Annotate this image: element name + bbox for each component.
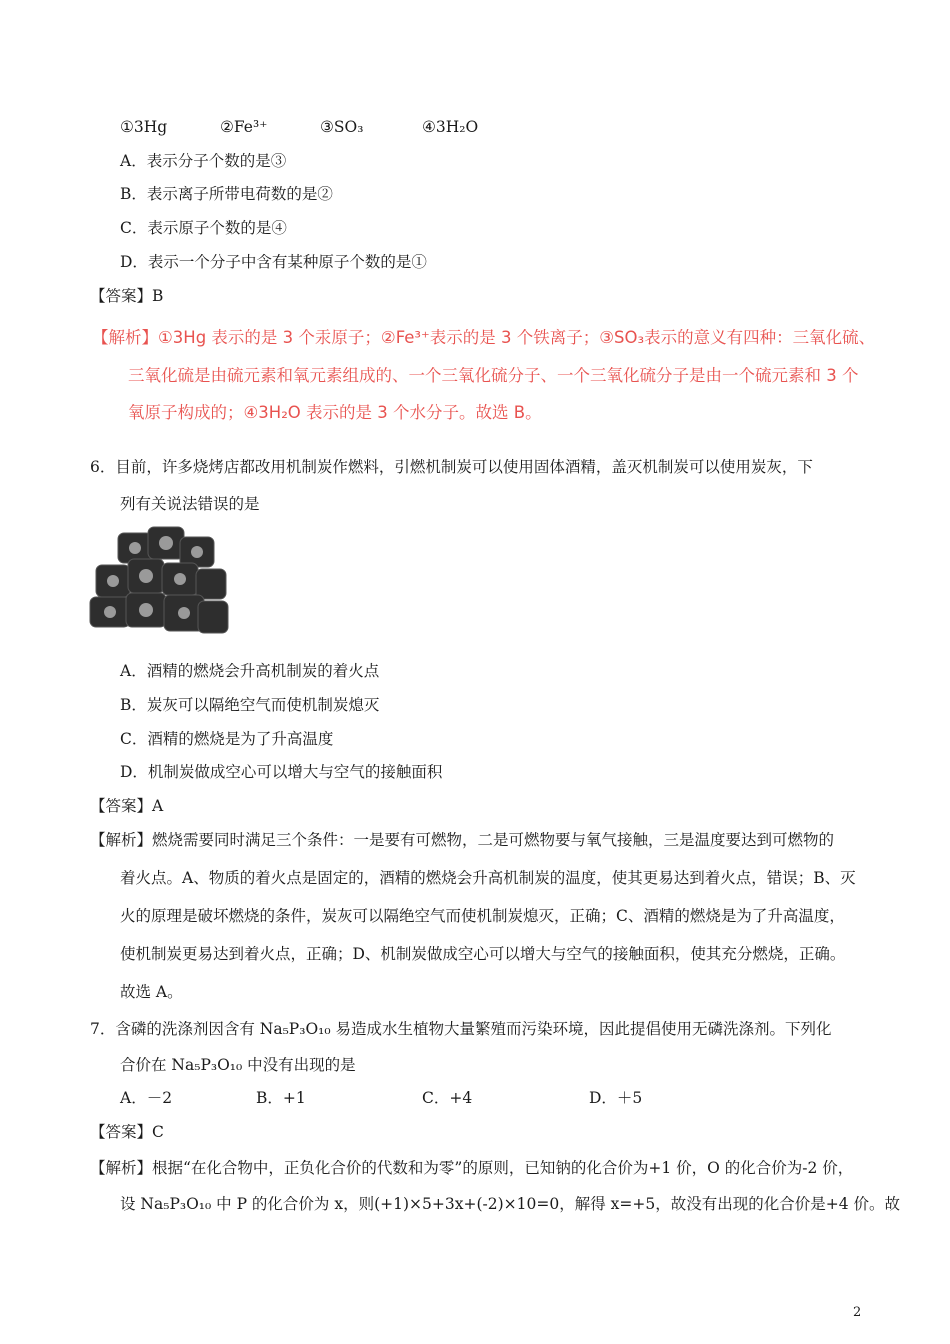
q6-analysis-line-2: 着火点。A、物质的着火点是固定的，酒精的燃烧会升高机制炭的温度，使其更易达到着火点，错误；B、灭 [120, 869, 856, 887]
q5-analysis-line-3: 氧原子构成的；④3H₂O 表示的是 3 个水分子。故选 B。 [128, 403, 542, 422]
q6-option-d: D．机制炭做成空心可以增大与空气的接触面积 [120, 763, 443, 781]
q7-option-b: B．+1 [256, 1089, 306, 1107]
q5-analysis-line-2: 三氧化硫是由硫元素和氧元素组成的、一个三氧化硫分子、一个三氧化硫分子是由一个硫元素和 3 个 [128, 366, 859, 385]
q6-analysis-line-5: 故选 A。 [120, 983, 183, 1001]
q7-option-c: C．+4 [422, 1089, 473, 1107]
q6-option-a: A．酒精的燃烧会升高机制炭的着火点 [120, 662, 380, 680]
q5-answer: 【答案】B [90, 287, 164, 305]
q5-symbol-4: ④3H₂O [422, 118, 479, 136]
q6-analysis-line-4: 使机制炭更易达到着火点，正确；D、机制炭做成空心可以增大与空气的接触面积，使其充分燃烧，正确。 [120, 945, 846, 963]
q6-stem-line-1: 6．目前，许多烧烤店都改用机制炭作燃料，引燃机制炭可以使用固体酒精，盖灭机制炭可以使用炭灰，下 [90, 458, 813, 476]
q6-answer: 【答案】A [90, 797, 164, 815]
q6-stem-line-2: 列有关说法错误的是 [120, 495, 260, 513]
q7-answer: 【答案】C [90, 1123, 164, 1141]
q6-option-b: B．炭灰可以隔绝空气而使机制炭熄灭 [120, 696, 380, 714]
q6-option-c: C．酒精的燃烧是为了升高温度 [120, 730, 334, 748]
q5-symbols [120, 117, 478, 137]
q5-option-d: D．表示一个分子中含有某种原子个数的是① [120, 253, 427, 271]
q5-option-c: C．表示原子个数的是④ [120, 219, 287, 237]
q6-analysis-line-1: 【解析】燃烧需要同时满足三个条件：一是要有可燃物，二是可燃物要与氧气接触，三是温度要达到可燃物的 [90, 831, 835, 849]
q6-analysis-line-3: 火的原理是破坏燃烧的条件，炭灰可以隔绝空气而使机制炭熄灭，正确；C、酒精的燃烧是为了升高温度， [120, 907, 845, 925]
q7-stem-line-1: 7．含磷的洗涤剂因含有 Na₅P₃O₁₀ 易造成水生植物大量繁殖而污染环境，因此提倡使用无磷洗涤剂。下列化 [90, 1020, 832, 1038]
q5-symbol-2: ②Fe³⁺ [220, 118, 268, 136]
q7-stem-line-2: 合价在 Na₅P₃O₁₀ 中没有出现的是 [120, 1056, 356, 1074]
q5-analysis-line-1: 【解析】①3Hg 表示的是 3 个汞原子；②Fe³⁺表示的是 3 个铁离子；③SO₃表示的意义有四种：三氧化硫、 [92, 328, 876, 347]
page-number: 2 [853, 1305, 862, 1320]
q7-option-a: A．－2 [120, 1089, 173, 1107]
q5-symbol-3: ③SO₃ [320, 118, 364, 136]
q7-option-d: D．＋5 [589, 1089, 643, 1107]
q5-option-a: A．表示分子个数的是③ [120, 152, 287, 170]
q5-symbol-1: ①3Hg [120, 118, 168, 136]
q7-options [120, 1088, 642, 1108]
q7-analysis-line-1: 【解析】根据“在化合物中，正负化合价的代数和为零”的原则，已知钠的化合价为+1 价，O 的化合价为-2 价， [90, 1159, 854, 1177]
q5-option-b: B．表示离子所带电荷数的是② [120, 185, 333, 203]
charcoal-briquettes-image [88, 523, 230, 639]
q7-analysis-line-2: 设 Na₅P₃O₁₀ 中 P 的化合价为 x，则(+1)×5+3x+(-2)×10=0，解得 x=+5，故没有出现的化合价是+4 价。故 [120, 1195, 901, 1213]
